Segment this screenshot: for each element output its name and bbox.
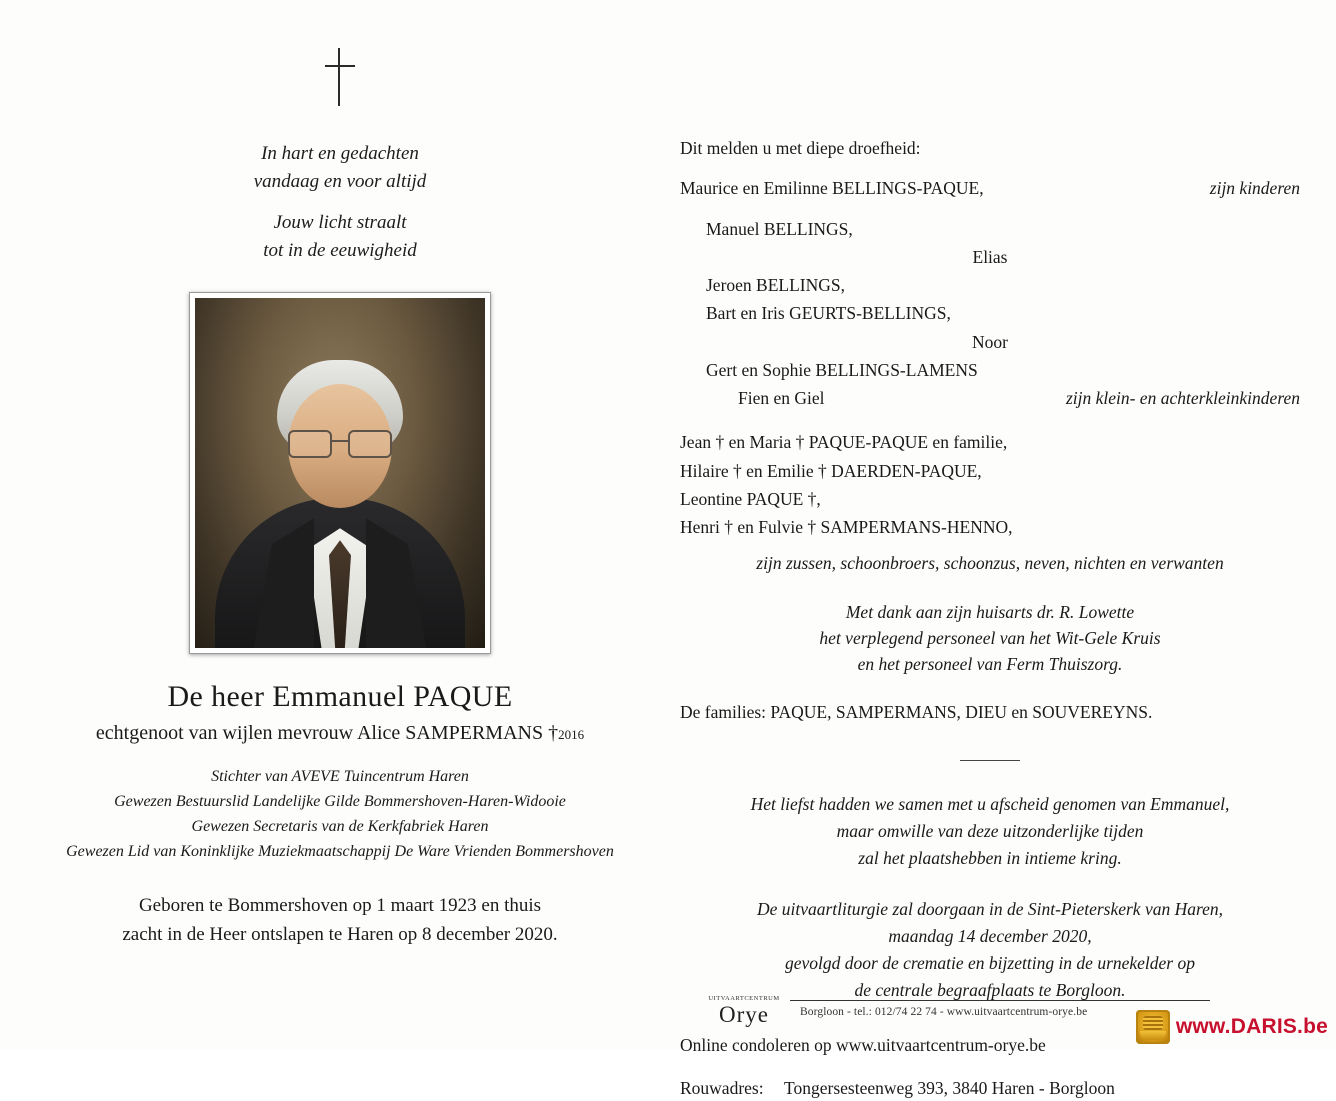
glasses-icon: [285, 430, 395, 456]
grandchild-item: Elias: [972, 246, 1008, 267]
verse-line-4: tot in de eeuwigheid: [263, 239, 417, 261]
relative-item: Leontine PAQUE †,: [680, 488, 821, 509]
grandchildren-last-row: [680, 385, 1300, 411]
verse-spacer: [30, 195, 650, 209]
message-line: gevolgd door de crematie en bijzetting in de urnekelder op: [784, 953, 1195, 974]
spouse-line: [30, 722, 650, 745]
relative-item: Hilaire † en Emilie † DAERDEN-PAQUE,: [680, 460, 982, 481]
verse-line-3: Jouw licht straalt: [273, 212, 407, 234]
relatives-note: zijn zussen, schoonbroers, schoonzus, neven, nichten en verwanten: [756, 553, 1224, 574]
function-item: Stichter van AVEVE Tuincentrum Haren: [211, 768, 469, 786]
relative-item: Henri † en Fulvie † SAMPERMANS-HENNO,: [680, 517, 1013, 537]
verse-line-1: In hart en gedachten: [261, 143, 419, 164]
footer-contact: Borgloon - tel.: 012/74 22 74 - www.uitvaartcentrum-orye.be: [800, 1006, 1088, 1018]
thanks-line: en het personeel van Ferm Thuiszorg.: [857, 654, 1123, 674]
glasses-lens-right: [348, 430, 392, 458]
spouse-text: echtgenoot van wijlen mevrouw Alice SAMPERMANS: [95, 722, 544, 745]
funeral-home-logo: [700, 996, 788, 1026]
grandchild-item: Manuel BELLINGS,: [706, 218, 853, 239]
mourning-address-value: Tongersesteenweg 393, 3840 Haren - Borgloon: [784, 1077, 1115, 1098]
message-line: Het liefst hadden we samen met u afscheid genomen van Emmanuel,: [750, 793, 1230, 814]
glasses-lens-left: [288, 430, 332, 458]
spouse-cross-icon: †: [548, 722, 559, 745]
watermark: [1136, 1010, 1328, 1044]
function-item: Gewezen Bestuurslid Landelijke Gilde Bommershoven-Haren-Widooie: [114, 792, 566, 810]
message-line: de centrale begraafplaats te Borgloon.: [854, 980, 1126, 1001]
children-names: Maurice en Emilinne BELLINGS-PAQUE,: [680, 178, 984, 199]
children-note: zijn kinderen: [1209, 178, 1300, 199]
message-line: zal het plaatshebben in intieme kring.: [858, 847, 1122, 868]
thanks-line: Met dank aan zijn huisarts dr. R. Lowette: [845, 601, 1135, 622]
online-condolence-line[interactable]: Online condoleren op www.uitvaartcentrum-orye.be: [680, 1035, 1046, 1056]
cross-icon-wrap: [30, 48, 650, 118]
deceased-name: De heer Emmanuel PAQUE: [167, 680, 513, 714]
glasses-bridge: [330, 440, 350, 442]
logo-top-text: UITVAARTCENTRUM: [708, 995, 780, 1002]
birth-line-2: zacht in de Heer ontslapen te Haren op 8 december 2020.: [122, 923, 558, 945]
footer-divider: [790, 1000, 1210, 1001]
memorial-verse: [30, 140, 650, 264]
thanks-block: [680, 599, 1300, 678]
right-column: [680, 135, 1300, 1101]
message-line: maar omwille van deze uitzonderlijke tijden: [836, 820, 1144, 841]
families-line: De families: PAQUE, SAMPERMANS, DIEU en SOUVEREYNS.: [680, 702, 1153, 723]
grandchild-item: Gert en Sophie BELLINGS-LAMENS: [706, 359, 978, 380]
grandchild-item: Noor: [972, 331, 1008, 352]
portrait-frame: [189, 292, 491, 654]
portrait-wrap: [30, 292, 650, 654]
function-item: Gewezen Lid van Koninklijke Muziekmaatschappij De Ware Vrienden Bommershoven: [66, 842, 614, 860]
footer: [0, 982, 1336, 1050]
birth-line-1: Geboren te Bommershoven op 1 maart 1923 en thuis: [138, 895, 542, 917]
grandchild-item: Jeroen BELLINGS,: [706, 275, 846, 295]
message-block-1: [680, 791, 1300, 872]
birth-death-info: [30, 892, 650, 949]
mourning-address: [680, 1075, 1300, 1101]
grandchildren-block: [680, 216, 1300, 412]
spouse-year: 2016: [558, 727, 585, 743]
relative-item: Jean † en Maria † PAQUE-PAQUE en familie,: [680, 432, 1008, 453]
verse-line-2: vandaag en voor altijd: [253, 170, 427, 192]
children-row: [680, 175, 1300, 201]
section-divider: [960, 760, 1020, 761]
message-line: maandag 14 december 2020,: [888, 926, 1092, 946]
thanks-line: het verplegend personeel van het Wit-Gele Kruis: [819, 627, 1161, 648]
function-item: Gewezen Secretaris van de Kerkfabriek Haren: [191, 817, 489, 835]
grandchildren-note: zijn klein- en achterkleinkinderen: [1065, 388, 1300, 408]
grandchild-item: Fien en Giel: [738, 388, 825, 408]
grandchild-item: Bart en Iris GEURTS-BELLINGS,: [706, 303, 951, 324]
functions-list: [30, 765, 650, 864]
announcement-intro: Dit melden u met diepe droefheid:: [680, 138, 921, 158]
shield-badge-icon: [1136, 1010, 1170, 1044]
mourning-address-label: Rouwadres:: [680, 1077, 764, 1098]
logo-brand-text: Orye: [719, 1001, 769, 1027]
left-column: [30, 30, 650, 949]
portrait-photo: [195, 298, 485, 648]
message-line: De uitvaartliturgie zal doorgaan in de Sint-Pieterskerk van Haren,: [756, 898, 1224, 919]
watermark-text: www.DARIS.be: [1175, 1015, 1328, 1038]
relatives-block: [680, 429, 1300, 576]
cross-icon: [323, 48, 357, 106]
